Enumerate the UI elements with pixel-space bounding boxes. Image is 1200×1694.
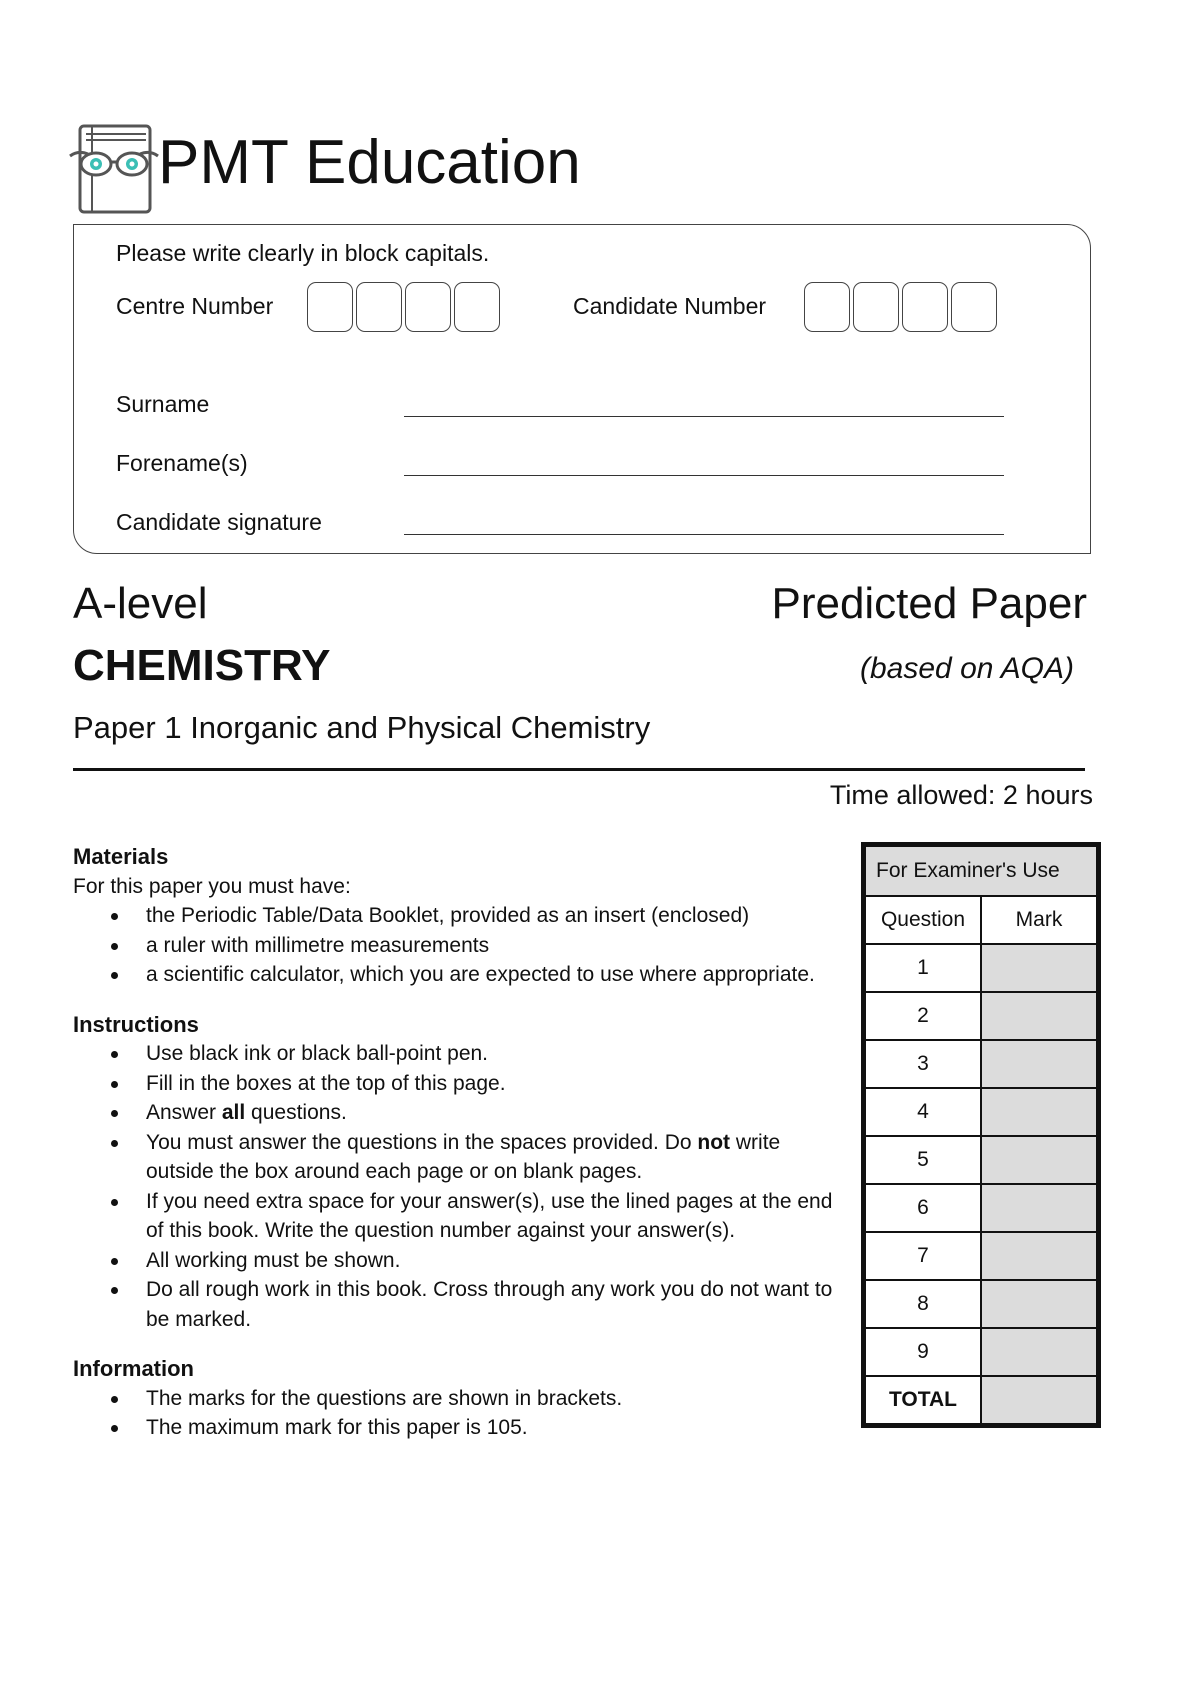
candidate-number-digit-box[interactable] (902, 282, 948, 332)
list-item: a scientific calculator, which you are expected to use where appropriate. (73, 960, 843, 990)
mark-cell[interactable] (981, 1136, 1097, 1184)
time-allowed: Time allowed: 2 hours (829, 780, 1093, 810)
book-glasses-icon (68, 120, 160, 216)
question-number: 1 (865, 944, 981, 992)
total-mark-cell[interactable] (981, 1376, 1097, 1424)
table-row (865, 1280, 1097, 1328)
qualification-level: A-level (73, 579, 208, 628)
block-capitals-instruction: Please write clearly in block capitals. (116, 240, 490, 266)
list-item: a ruler with millimetre measurements (73, 931, 843, 961)
title-divider (73, 768, 1085, 771)
table-row (865, 1088, 1097, 1136)
emphasis-not: not (697, 1130, 731, 1154)
mark-cell[interactable] (981, 1184, 1097, 1232)
mark-column-header: Mark (981, 896, 1097, 944)
question-number: 8 (865, 1280, 981, 1328)
candidate-details-box (73, 224, 1091, 554)
emphasis-all: all (221, 1101, 246, 1124)
list-item (73, 1128, 843, 1187)
question-number: 3 (865, 1040, 981, 1088)
mark-cell[interactable] (981, 1328, 1097, 1376)
predicted-paper-title: Predicted Paper (771, 579, 1087, 628)
centre-number-digit-box[interactable] (454, 282, 500, 332)
list-item-text: questions. (245, 1101, 347, 1124)
subject-title: CHEMISTRY (73, 641, 331, 690)
examiner-use-title: For Examiner's Use (865, 846, 1097, 896)
question-number: 5 (865, 1136, 981, 1184)
question-number: 2 (865, 992, 981, 1040)
list-item-text: write outside the box around each page or on blank pages. (146, 1130, 781, 1183)
candidate-number-digit-box[interactable] (804, 282, 850, 332)
brand-name: PMT Education (158, 128, 581, 197)
list-item: Fill in the boxes at the top of this page. (73, 1069, 843, 1099)
information-heading: Information (73, 1356, 194, 1381)
signature-field[interactable] (404, 534, 1004, 535)
forenames-label: Forename(s) (116, 450, 248, 476)
table-row (865, 1328, 1097, 1376)
table-row (865, 992, 1097, 1040)
mark-cell[interactable] (981, 992, 1097, 1040)
candidate-number-digit-box[interactable] (853, 282, 899, 332)
question-number: 4 (865, 1088, 981, 1136)
list-item-text: You must answer the questions in the spaces provided. Do (146, 1130, 698, 1154)
instructions-heading: Instructions (73, 1011, 199, 1037)
question-column-header: Question (865, 896, 981, 944)
materials-heading: Materials (73, 844, 169, 869)
forenames-field[interactable] (404, 475, 1004, 476)
table-row (865, 944, 1097, 992)
materials-intro: For this paper you must have: (73, 874, 351, 898)
table-row (865, 1040, 1097, 1088)
instructions-list (73, 1039, 843, 1334)
centre-number-digit-box[interactable] (307, 282, 353, 332)
list-item: The marks for the questions are shown in brackets. (73, 1384, 843, 1414)
question-number: 6 (865, 1184, 981, 1232)
paper-information (73, 842, 843, 1443)
based-on-note: (based on AQA) (860, 652, 1074, 685)
candidate-number-digit-box[interactable] (951, 282, 997, 332)
list-item: The maximum mark for this paper is 105. (73, 1413, 843, 1443)
list-item: the Periodic Table/Data Booklet, provided as an insert (enclosed) (73, 901, 843, 931)
list-item (73, 1098, 843, 1128)
examiner-use-table (861, 842, 1101, 1428)
list-item: Use black ink or black ball-point pen. (73, 1039, 843, 1069)
list-item: Do all rough work in this book. Cross through any work you do not want to be marked. (73, 1275, 843, 1334)
information-list (73, 1384, 843, 1443)
question-number: 9 (865, 1328, 981, 1376)
question-number: 7 (865, 1232, 981, 1280)
mark-cell[interactable] (981, 1088, 1097, 1136)
table-row (865, 1184, 1097, 1232)
mark-cell[interactable] (981, 1040, 1097, 1088)
table-row (865, 1232, 1097, 1280)
candidate-number-label: Candidate Number (573, 293, 767, 319)
centre-number-digit-box[interactable] (405, 282, 451, 332)
materials-list (73, 901, 843, 990)
list-item: If you need extra space for your answer(s), use the lined pages at the end of this book. Write the question number against your answer(s). (73, 1187, 843, 1246)
mark-cell[interactable] (981, 944, 1097, 992)
table-row (865, 1136, 1097, 1184)
paper-title: Paper 1 Inorganic and Physical Chemistry (73, 710, 651, 745)
surname-field[interactable] (404, 416, 1004, 417)
centre-number-digit-box[interactable] (356, 282, 402, 332)
surname-label: Surname (116, 391, 210, 417)
mark-cell[interactable] (981, 1280, 1097, 1328)
list-item: All working must be shown. (73, 1246, 843, 1276)
total-label: TOTAL (865, 1376, 981, 1424)
signature-label: Candidate signature (116, 509, 322, 535)
mark-cell[interactable] (981, 1232, 1097, 1280)
centre-number-label: Centre Number (116, 293, 274, 319)
list-item-text: Answer (146, 1101, 222, 1124)
